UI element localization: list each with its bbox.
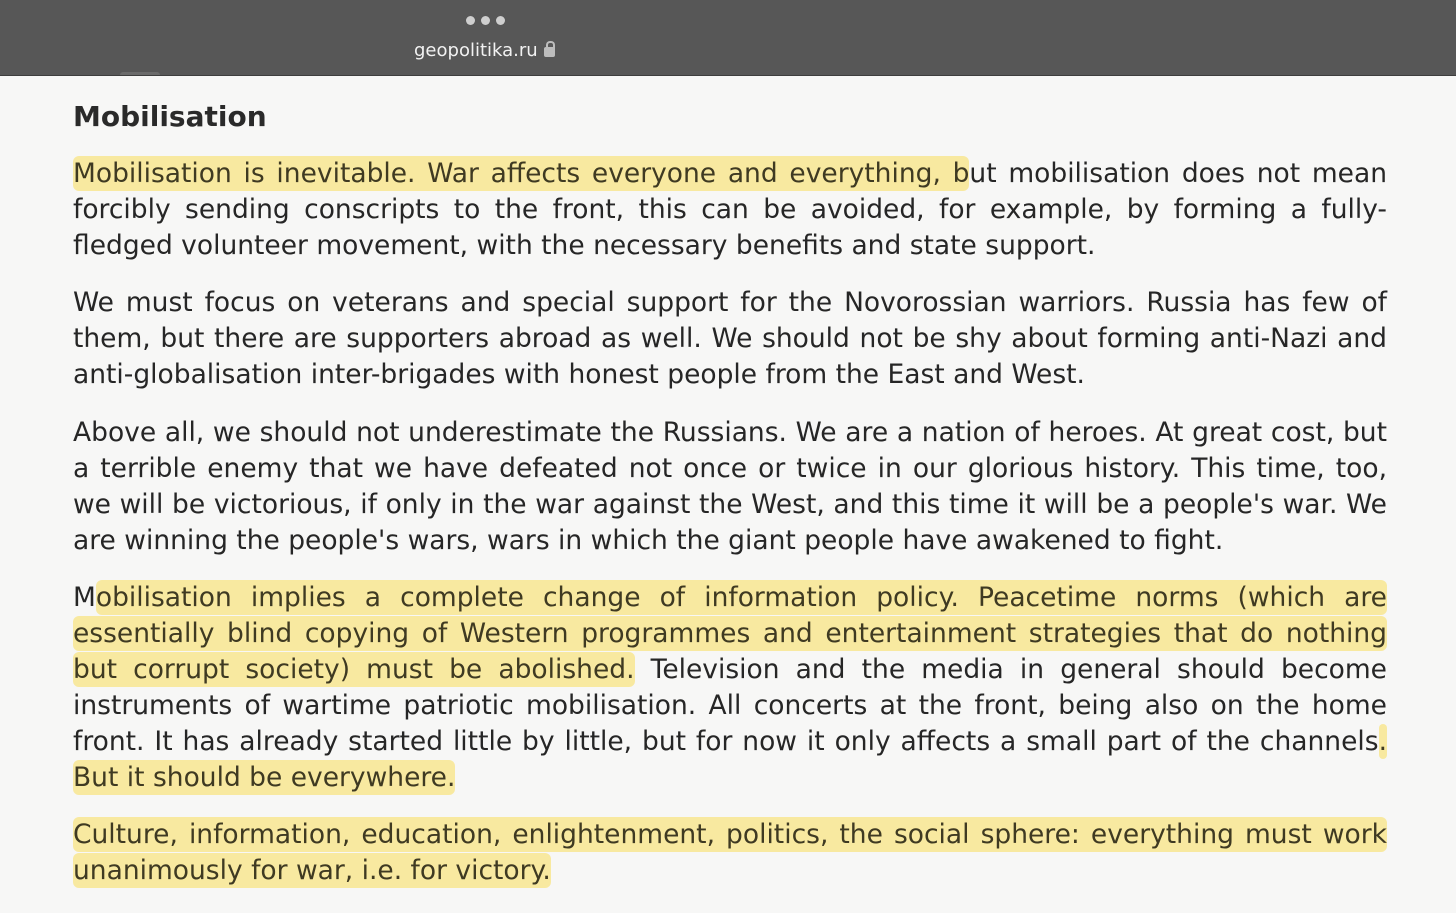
paragraph-3: Above all, we should not underestimate the Russians. We are a nation of heroes. At great cost, but a terrible enemy that we have defeated not once or twice in our glorious history. This time, too, we will be victorious, if only in the war against the West, and this time it will be a people's war. We are winning the people's wars, wars in which the giant people have awakened to fight. — [73, 417, 1387, 556]
highlighted-text: Mobilisation is inevitable. War affects everyone and everything, b — [73, 158, 970, 189]
paragraph-text: ut mobilisation does not mean forcibly sending conscripts to the front, this can be avoided, for example, by forming a fully-fledged volunteer movement, with the necessary benefits and state support. — [73, 158, 1387, 261]
paragraph-5 — [73, 817, 1387, 889]
dot — [481, 16, 490, 25]
more-options-icon[interactable] — [466, 16, 505, 25]
clipped-text-fragment — [120, 62, 180, 75]
paragraph-4 — [73, 580, 1387, 796]
highlighted-text: Culture, information, education, enlightenment, politics, the social sphere: everything must work unanimously for war, i.e. for victory. — [73, 819, 1387, 886]
highlighted-text: obilisation implies a complete change of information policy. Peacetime norms (which are essentially blind copying of Western programmes and entertainment strategies that do nothing but corrupt society) must be abolished. — [73, 582, 1387, 685]
article-body — [73, 96, 1387, 886]
address-bar[interactable] — [414, 38, 555, 62]
paragraph-text: M — [73, 582, 96, 613]
paragraph-text: Television and the media in general should become instruments of wartime patriotic mobilisation. All concerts at the front, being also on the home front. It has already started little by little, but for now it only affects a small part of the channels — [73, 654, 1387, 757]
browser-toolbar — [0, 0, 1456, 76]
paragraph-2: We must focus on veterans and special support for the Novorossian warriors. Russia has few of them, but there are supporters abroad as well. We should not be shy about forming anti-Nazi and anti-globalisation inter-brigades with honest people from the East and West. — [73, 287, 1387, 390]
section-heading: Mobilisation — [73, 100, 267, 133]
lock-icon — [544, 47, 555, 57]
highlighted-text: . But it should be everywhere. — [73, 726, 1387, 793]
url-text: geopolitika.ru — [414, 39, 538, 61]
dot — [496, 16, 505, 25]
paragraph-1 — [73, 156, 1387, 264]
dot — [466, 16, 475, 25]
